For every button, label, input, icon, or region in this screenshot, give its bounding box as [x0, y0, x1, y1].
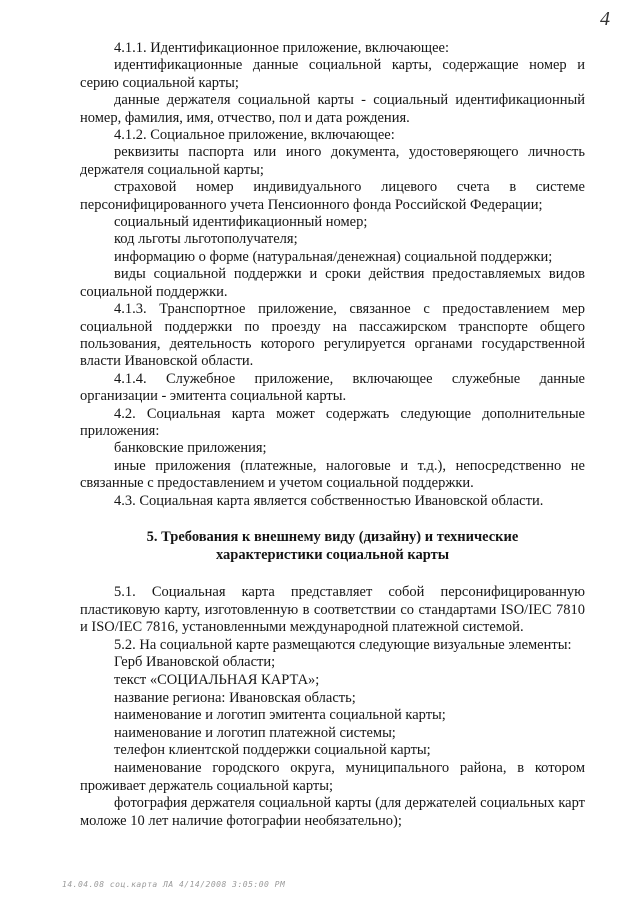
paragraph: банковские приложения; — [114, 440, 267, 457]
heading-line: 5. Требования к внешнему виду (дизайну) и технические — [146, 528, 519, 545]
paragraph: 4.1.2. Социальное приложение, включающее: — [114, 127, 395, 144]
paragraph: телефон клиентской поддержки социальной карты; — [114, 742, 431, 759]
section-4 — [80, 40, 585, 510]
paragraph: наименование и логотип эмитента социальной карты; — [114, 707, 446, 724]
paragraph: 4.1.3. Транспортное приложение, связанное с предоставлением мер социальной поддержки по проезду на пассажирском транспорте общего пользования, деятельность которого регулируется органами государственной власти Ивановской области. — [80, 301, 585, 370]
paragraph: название региона: Ивановская область; — [114, 689, 356, 706]
section-heading — [80, 528, 585, 564]
paragraph: виды социальной поддержки и сроки действия предоставляемых видов социальной поддержки. — [80, 266, 585, 300]
paragraph: текст «СОЦИАЛЬНАЯ КАРТА»; — [114, 671, 320, 688]
paragraph: 4.1.1. Идентификационное приложение, включающее: — [114, 40, 449, 56]
paragraph: реквизиты паспорта или иного документа, удостоверяющего личность держателя социальной карты; — [80, 144, 585, 178]
page-number: 4 — [600, 8, 610, 30]
paragraph: идентификационные данные социальной карты, содержащие номер и серию социальной карты; — [80, 57, 585, 91]
paragraph: информацию о форме (натуральная/денежная) социальной поддержки; — [114, 248, 553, 265]
paragraph: 5.2. На социальной карте размещаются следующие визуальные элементы: — [114, 636, 572, 653]
paragraph: наименование городского округа, муниципального района, в котором проживает держатель социальной карты; — [80, 759, 585, 794]
heading-line: характеристики социальной карты — [215, 546, 450, 563]
paragraph: данные держателя социальной карты - социальный идентификационный номер, фамилия, имя, отчество, пол и дата рождения. — [80, 92, 585, 126]
paragraph: иные приложения (платежные, налоговые и т.д.), непосредственно не связанные с предоставлением и учетом социальной поддержки. — [80, 457, 585, 492]
footer-file-stamp: 14.04.08 соц.карта ЛА 4/14/2008 3:05:00 PM — [62, 880, 286, 889]
paragraph: наименование и логотип платежной системы; — [114, 724, 396, 741]
paragraph: страховой номер индивидуального лицевого счета в системе персонифицированного учета Пенсионного фонда Российской Федерации; — [80, 179, 585, 213]
paragraph: 4.3. Социальная карта является собственностью Ивановской области. — [114, 492, 544, 509]
paragraph: 5.1. Социальная карта представляет собой персонифицированную пластиковую карту, изготовленную в соответствии со стандартами ISO/IEC 7810 и ISO/IEC 7816, установленными международной платежной системой. — [80, 583, 585, 636]
section-5 — [80, 584, 585, 830]
paragraph: 4.2. Социальная карта может содержать следующие дополнительные приложения: — [80, 405, 585, 439]
document-body — [80, 40, 585, 830]
paragraph: код льготы льготополучателя; — [114, 231, 298, 248]
paragraph: фотография держателя социальной карты (для держателей социальных карт моложе 10 лет наличие фотографии необязательно); — [80, 795, 585, 829]
paragraph: 4.1.4. Служебное приложение, включающее служебные данные организации - эмитента социальной карты. — [80, 370, 585, 405]
paragraph: социальный идентификационный номер; — [114, 214, 368, 231]
paragraph: Герб Ивановской области; — [114, 654, 276, 671]
